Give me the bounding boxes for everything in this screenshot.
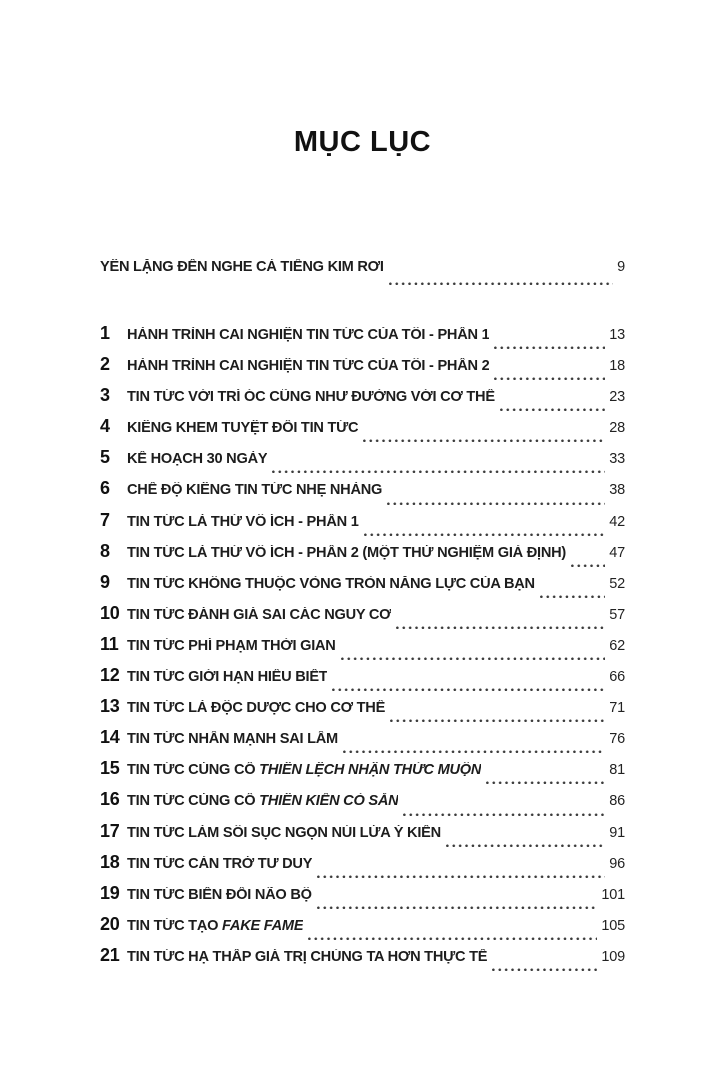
dot-leader (343, 750, 605, 754)
entry-title-pre: TIN TỨC LÀ THỨ VÔ ÍCH - PHẦN 1 (127, 513, 359, 530)
entry-title-pre: TIN TỨC HẠ THẤP GIÁ TRỊ CHÚNG TA HƠN THỰC TẾ (127, 948, 488, 965)
intro-entry-title: YÊN LẶNG ĐẾN NGHE CẢ TIẾNG KIM RƠI (100, 259, 384, 275)
entry-title-pre: TIN TỨC CỦNG CỐ (127, 762, 260, 779)
entry-title-pre: TIN TỨC NHẤN MẠNH SAI LẦM (127, 731, 338, 748)
entry-number: 13 (100, 696, 120, 717)
entry-title (127, 700, 385, 716)
entry-title (127, 949, 487, 965)
entry-number: 3 (100, 385, 110, 406)
entry-title (127, 389, 495, 405)
toc-entry (100, 541, 625, 572)
toc-entry (100, 416, 625, 447)
entry-title (127, 607, 391, 623)
entry-page: 38 (609, 482, 625, 499)
entry-title-pre: TIN TỨC BIẾN ĐỔI NÃO BỘ (127, 886, 312, 903)
toc-entry (100, 758, 625, 789)
entry-title-pre: TIN TỨC LÀM SÔI SỤC NGỌN NÚI LỬA Ý KIẾN (127, 824, 441, 841)
entry-title-pre: HÀNH TRÌNH CAI NGHIỆN TIN TỨC CỦA TÔI - PHẦN 2 (127, 358, 490, 375)
entry-page: 96 (609, 855, 625, 872)
dot-leader (540, 595, 605, 599)
entry-page: 47 (609, 544, 625, 561)
entry-title (127, 358, 489, 374)
toc-list (100, 323, 625, 976)
dot-leader (363, 439, 605, 443)
entry-number: 12 (100, 665, 120, 686)
entry-number: 9 (100, 571, 110, 592)
entry-title (127, 856, 312, 872)
dot-leader (308, 937, 597, 941)
toc-entry (100, 447, 625, 478)
entry-title (127, 327, 489, 343)
entry-number: 8 (100, 540, 110, 561)
dot-leader (317, 875, 605, 879)
toc-entry (100, 510, 625, 541)
entry-title-pre: TIN TỨC KHÔNG THUỘC VÒNG TRÒN NĂNG LỰC CỦA BẠN (127, 575, 535, 592)
entry-title-pre: TIN TỨC PHÍ PHẠM THỜI GIAN (127, 637, 336, 654)
dot-leader (500, 408, 605, 412)
entry-title (127, 514, 359, 530)
entry-page: 13 (609, 327, 625, 343)
entry-title-pre: CHẾ ĐỘ KIÊNG TIN TỨC NHẸ NHÀNG (127, 482, 383, 499)
entry-page: 62 (609, 637, 625, 654)
entry-number: 18 (100, 851, 120, 872)
entry-title (127, 762, 481, 778)
toc-entry (100, 603, 625, 634)
entry-title (127, 420, 358, 436)
dot-leader (390, 719, 605, 723)
entry-title (127, 482, 382, 498)
entry-number: 17 (100, 820, 120, 841)
toc-entry (100, 852, 625, 883)
entry-number: 4 (100, 416, 110, 437)
toc-entry (100, 478, 625, 509)
entry-page: 101 (601, 886, 625, 903)
toc-entry (100, 883, 625, 914)
dot-leader (387, 502, 605, 506)
entry-page: 76 (609, 731, 625, 748)
dot-leader (341, 657, 606, 661)
toc-entry (100, 572, 625, 603)
entry-title (127, 793, 398, 809)
entry-page: 18 (609, 358, 625, 375)
entry-number: 20 (100, 913, 120, 934)
entry-title-pre: TIN TỨC ĐÁNH GIÁ SAI CÁC NGUY CƠ (127, 606, 392, 623)
intro-entry-page: 9 (617, 259, 625, 275)
dot-leader (494, 377, 605, 381)
entry-page: 86 (609, 793, 625, 810)
toc-entry (100, 665, 625, 696)
toc-entry (100, 727, 625, 758)
entry-title (127, 545, 566, 561)
entry-page: 91 (609, 824, 625, 841)
entry-number: 16 (100, 789, 120, 810)
dot-leader (571, 564, 605, 568)
entry-title-pre: KIÊNG KHEM TUYỆT ĐỐI TIN TỨC (127, 420, 359, 437)
entry-title (127, 887, 312, 903)
toc-entry (100, 789, 625, 820)
entry-title (127, 731, 338, 747)
entry-title-pre: TIN TỨC CỦNG CỐ (127, 793, 260, 810)
entry-page: 105 (601, 917, 625, 934)
toc-entry (100, 323, 625, 354)
entry-title-pre: TIN TỨC LÀ THỨ VÔ ÍCH - PHẦN 2 (MỘT THỬ NGHIỆM GIẢ ĐỊNH) (127, 544, 567, 561)
entry-number: 11 (100, 633, 119, 654)
entry-number: 19 (100, 882, 120, 903)
entry-number: 15 (100, 758, 120, 779)
entry-number: 21 (100, 944, 120, 965)
entry-number: 6 (100, 478, 110, 499)
entry-title (127, 825, 441, 841)
entry-title (127, 669, 327, 685)
dot-leader (389, 282, 613, 286)
toc-entry (100, 385, 625, 416)
toc-intro-entry (100, 259, 625, 290)
entry-page: 66 (609, 669, 625, 686)
dot-leader (332, 688, 605, 692)
entry-title-pre: TIN TỨC GIỚI HẠN HIỂU BIẾT (127, 669, 328, 686)
dot-leader (272, 470, 605, 474)
entry-page: 81 (609, 762, 625, 779)
dot-leader (364, 533, 606, 537)
entry-page: 23 (609, 389, 625, 406)
entry-number: 10 (100, 602, 120, 623)
entry-title (127, 576, 535, 592)
entry-title-pre: TIN TỨC LÀ ĐỘC DƯỢC CHO CƠ THỂ (127, 700, 386, 717)
dot-leader (317, 906, 598, 910)
entry-number: 5 (100, 447, 110, 468)
entry-title-italic: FAKE FAME (222, 917, 304, 934)
dot-leader (486, 781, 605, 785)
toc-entry (100, 914, 625, 945)
entry-page: 57 (609, 606, 625, 623)
entry-page: 28 (609, 420, 625, 437)
toc-entry (100, 945, 625, 976)
entry-title-italic: THIÊN LỆCH NHẬN THỨC MUỘN (259, 762, 482, 779)
entry-number: 14 (100, 727, 120, 748)
entry-title-pre: TIN TỨC CẢN TRỞ TƯ DUY (127, 855, 313, 872)
entry-title (127, 451, 267, 467)
dot-leader (446, 844, 605, 848)
dot-leader (403, 813, 605, 817)
entry-title-italic: THIÊN KIẾN CÓ SẴN (259, 793, 399, 810)
toc-entry (100, 821, 625, 852)
dot-leader (494, 346, 605, 350)
entry-title-pre: TIN TỨC TẠO (127, 917, 223, 934)
entry-page: 71 (609, 700, 625, 717)
entry-number: 7 (100, 509, 110, 530)
entry-title-pre: TIN TỨC VỚI TRÍ ÓC CŨNG NHƯ ĐƯỜNG VỚI CƠ THỂ (127, 389, 495, 406)
entry-number: 2 (100, 354, 110, 375)
entry-title (127, 638, 336, 654)
entry-page: 52 (609, 575, 625, 592)
dot-leader (396, 626, 605, 630)
entry-title (127, 918, 303, 934)
entry-page: 42 (609, 513, 625, 530)
toc-entry (100, 354, 625, 385)
dot-leader (492, 968, 597, 972)
entry-title-pre: KẾ HOẠCH 30 NGÀY (127, 451, 268, 468)
entry-page: 33 (609, 451, 625, 468)
entry-page: 109 (601, 948, 625, 965)
entry-number: 1 (100, 323, 110, 343)
entry-title-pre: HÀNH TRÌNH CAI NGHIỆN TIN TỨC CỦA TÔI - PHẦN 1 (127, 327, 490, 343)
toc-entry (100, 634, 625, 665)
toc-entry (100, 696, 625, 727)
page-title: MỤC LỤC (293, 126, 432, 158)
